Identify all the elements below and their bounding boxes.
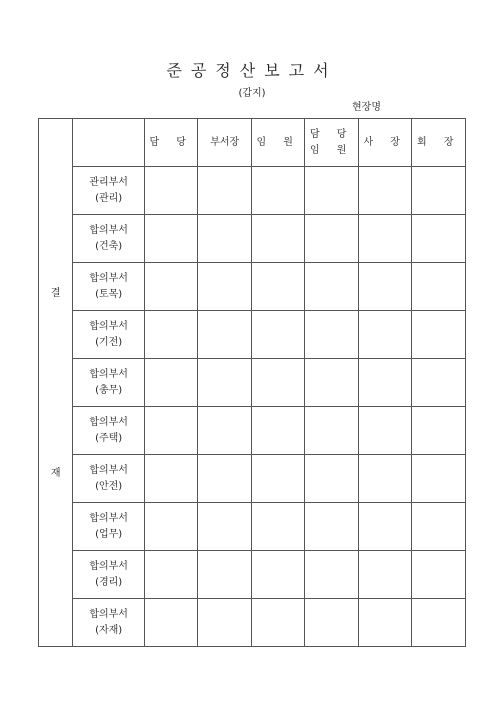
department-name: 합의부서 bbox=[89, 320, 128, 332]
header-label: 담 당 bbox=[149, 136, 193, 148]
header-label-line2: 임 원 bbox=[309, 144, 354, 156]
signature-cell[interactable] bbox=[198, 455, 252, 503]
department-division: (안전) bbox=[95, 480, 123, 492]
department-cell bbox=[73, 311, 145, 359]
signature-cell[interactable] bbox=[412, 167, 466, 215]
department-name: 합의부서 bbox=[89, 608, 128, 620]
signature-cell[interactable] bbox=[251, 359, 305, 407]
signature-cell[interactable] bbox=[305, 407, 359, 455]
approval-table bbox=[38, 118, 466, 647]
signature-cell[interactable] bbox=[412, 407, 466, 455]
department-name: 합의부서 bbox=[89, 512, 128, 524]
signature-cell[interactable] bbox=[305, 455, 359, 503]
department-cell bbox=[73, 455, 145, 503]
department-name: 합의부서 bbox=[89, 416, 128, 428]
signature-cell[interactable] bbox=[144, 311, 198, 359]
document-title: 준공정산보고서 bbox=[166, 61, 338, 80]
header-cell-dept-head bbox=[198, 119, 252, 167]
signature-cell[interactable] bbox=[251, 167, 305, 215]
header-cell-executive-in-charge bbox=[305, 119, 359, 167]
department-row bbox=[39, 551, 466, 599]
department-name: 합의부서 bbox=[89, 272, 128, 284]
department-name: 합의부서 bbox=[89, 560, 128, 572]
signature-cell[interactable] bbox=[305, 215, 359, 263]
department-division: (토목) bbox=[95, 288, 123, 300]
department-division: (업무) bbox=[95, 528, 123, 540]
header-label: 사 장 bbox=[363, 136, 407, 148]
signature-cell[interactable] bbox=[251, 407, 305, 455]
department-division: (건축) bbox=[95, 240, 123, 252]
signature-cell[interactable] bbox=[305, 503, 359, 551]
signature-cell[interactable] bbox=[198, 167, 252, 215]
header-cell-executive bbox=[251, 119, 305, 167]
department-row bbox=[39, 167, 466, 215]
department-cell bbox=[73, 551, 145, 599]
signature-cell[interactable] bbox=[412, 551, 466, 599]
header-blank-cell bbox=[73, 119, 145, 167]
signature-cell[interactable] bbox=[251, 311, 305, 359]
department-division: (관리) bbox=[95, 192, 123, 204]
signature-cell[interactable] bbox=[358, 359, 412, 407]
approval-header-row bbox=[39, 119, 466, 167]
department-cell bbox=[73, 503, 145, 551]
signature-cell[interactable] bbox=[305, 551, 359, 599]
signature-cell[interactable] bbox=[305, 263, 359, 311]
signature-cell[interactable] bbox=[251, 551, 305, 599]
signature-cell[interactable] bbox=[358, 215, 412, 263]
signature-cell[interactable] bbox=[144, 359, 198, 407]
signature-cell[interactable] bbox=[198, 407, 252, 455]
signature-cell[interactable] bbox=[358, 599, 412, 647]
signature-cell[interactable] bbox=[412, 215, 466, 263]
signature-cell[interactable] bbox=[198, 263, 252, 311]
signature-cell[interactable] bbox=[251, 503, 305, 551]
header-label: 회 장 bbox=[416, 136, 461, 148]
department-division: (주택) bbox=[95, 432, 123, 444]
signature-cell[interactable] bbox=[251, 263, 305, 311]
signature-cell[interactable] bbox=[305, 599, 359, 647]
department-name: 합의부서 bbox=[89, 464, 128, 476]
department-row bbox=[39, 263, 466, 311]
department-name: 합의부서 bbox=[89, 224, 128, 236]
signature-cell[interactable] bbox=[412, 503, 466, 551]
signature-cell[interactable] bbox=[144, 263, 198, 311]
signature-cell[interactable] bbox=[358, 311, 412, 359]
signature-cell[interactable] bbox=[251, 599, 305, 647]
document-subtitle: (갑지) bbox=[238, 88, 266, 99]
header-cell-staff bbox=[144, 119, 198, 167]
signature-cell[interactable] bbox=[412, 455, 466, 503]
signature-cell[interactable] bbox=[412, 359, 466, 407]
department-division: (자재) bbox=[95, 624, 123, 636]
signature-cell[interactable] bbox=[144, 455, 198, 503]
signature-cell[interactable] bbox=[358, 503, 412, 551]
department-row bbox=[39, 359, 466, 407]
signature-cell[interactable] bbox=[358, 263, 412, 311]
signature-cell[interactable] bbox=[412, 263, 466, 311]
department-row bbox=[39, 599, 466, 647]
department-row bbox=[39, 455, 466, 503]
signature-cell[interactable] bbox=[198, 503, 252, 551]
department-division: (기전) bbox=[95, 336, 123, 348]
department-division: (경리) bbox=[95, 576, 123, 588]
site-name-label: 현장명 bbox=[352, 102, 381, 113]
department-cell bbox=[73, 263, 145, 311]
signature-cell[interactable] bbox=[305, 311, 359, 359]
department-name: 합의부서 bbox=[89, 368, 128, 380]
department-cell bbox=[73, 599, 145, 647]
header-cell-president bbox=[358, 119, 412, 167]
department-row bbox=[39, 503, 466, 551]
header-label: 부서장 bbox=[210, 136, 240, 148]
department-cell bbox=[73, 167, 145, 215]
approval-side-label bbox=[39, 119, 73, 647]
signature-cell[interactable] bbox=[144, 551, 198, 599]
signature-cell[interactable] bbox=[144, 407, 198, 455]
signature-cell[interactable] bbox=[412, 599, 466, 647]
signature-cell[interactable] bbox=[358, 455, 412, 503]
department-row bbox=[39, 311, 466, 359]
department-division: (총무) bbox=[95, 384, 123, 396]
signature-cell[interactable] bbox=[358, 551, 412, 599]
side-label-top: 결 bbox=[50, 288, 61, 299]
department-cell bbox=[73, 215, 145, 263]
signature-cell[interactable] bbox=[358, 407, 412, 455]
department-row bbox=[39, 215, 466, 263]
signature-cell[interactable] bbox=[198, 311, 252, 359]
signature-cell[interactable] bbox=[198, 599, 252, 647]
signature-cell[interactable] bbox=[198, 215, 252, 263]
header-label: 임 원 bbox=[256, 136, 300, 148]
side-label-bottom: 재 bbox=[50, 468, 61, 479]
department-cell bbox=[73, 407, 145, 455]
department-cell bbox=[73, 359, 145, 407]
signature-cell[interactable] bbox=[144, 599, 198, 647]
signature-cell[interactable] bbox=[198, 551, 252, 599]
signature-cell[interactable] bbox=[251, 455, 305, 503]
signature-cell[interactable] bbox=[412, 311, 466, 359]
department-name: 관리부서 bbox=[89, 176, 128, 188]
signature-cell[interactable] bbox=[198, 359, 252, 407]
department-row bbox=[39, 407, 466, 455]
signature-cell[interactable] bbox=[305, 167, 359, 215]
signature-cell[interactable] bbox=[358, 167, 412, 215]
signature-cell[interactable] bbox=[144, 503, 198, 551]
signature-cell[interactable] bbox=[305, 359, 359, 407]
header-label-line1: 담 당 bbox=[309, 128, 354, 140]
signature-cell[interactable] bbox=[251, 215, 305, 263]
signature-cell[interactable] bbox=[144, 167, 198, 215]
header-cell-chairman bbox=[412, 119, 466, 167]
signature-cell[interactable] bbox=[144, 215, 198, 263]
